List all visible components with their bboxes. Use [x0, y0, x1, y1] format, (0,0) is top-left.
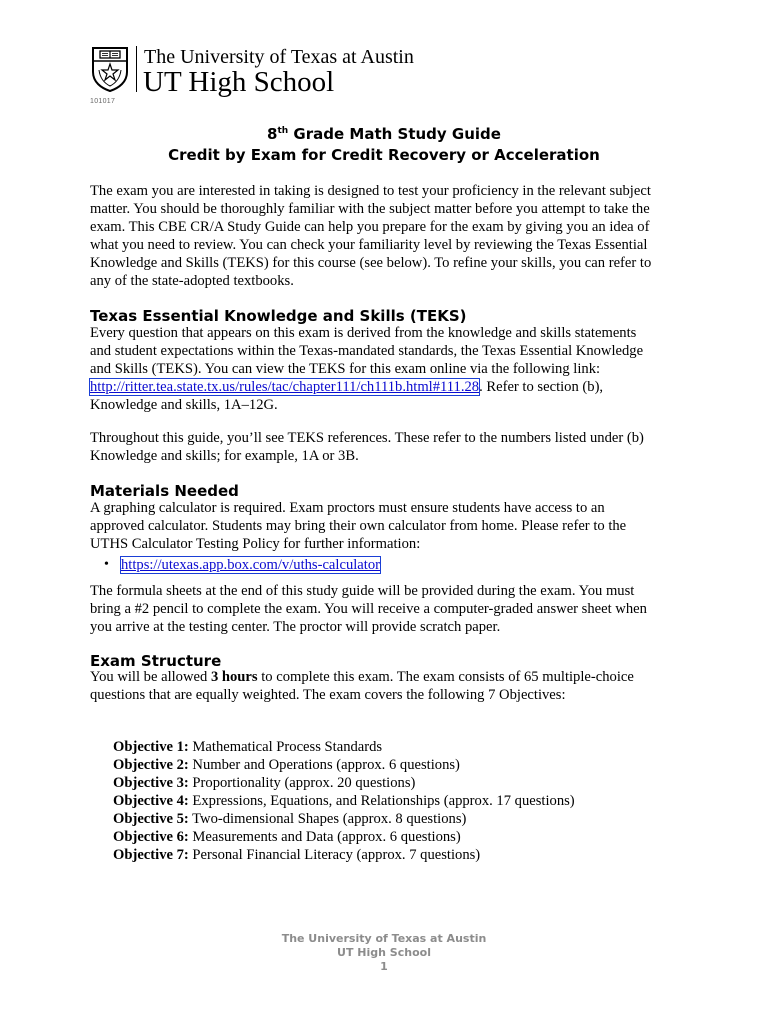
objective-label: Objective 3:: [113, 775, 189, 791]
structure-line2: questions that are equally weighted. The exam covers the following 7 Objectives:: [90, 687, 566, 703]
school-name: UT High School: [143, 66, 335, 98]
materials-paragraph: [90, 499, 680, 553]
list-item: [113, 738, 673, 756]
page-title: [0, 124, 768, 144]
list-item: [113, 792, 673, 810]
calculator-policy-item: [121, 556, 380, 574]
formula-line: The formula sheets at the end of this study guide will be provided during the exam. You must: [90, 583, 635, 599]
list-item: [113, 774, 673, 792]
university-name: The University of Texas at Austin: [144, 46, 414, 68]
list-item: [113, 810, 673, 828]
intro-line: The exam you are interested in taking is designed to test your proficiency in the relevant subject: [90, 183, 651, 199]
teks-line: and student expectations within the Texas-mandated standards, the Texas Essential Knowledge: [90, 343, 644, 359]
teks-ref-line: Throughout this guide, you’ll see TEKS references. These refer to the numbers listed under (b): [90, 430, 644, 446]
intro-line: exam. This CBE CR/A Study Guide can help you prepare for the exam by giving you an idea of: [90, 219, 650, 235]
objective-label: Objective 6:: [113, 829, 189, 845]
teks-paragraph: [90, 324, 680, 414]
objective-text: Proportionality (approx. 20 questions): [188, 775, 416, 791]
teks-link[interactable]: http://ritter.tea.state.tx.us/rules/tac/chapter111/ch111b.html#111.28: [90, 379, 480, 395]
formula-line: you arrive at the testing center. The proctor will provide scratch paper.: [90, 619, 501, 635]
exam-structure-paragraph: [90, 668, 680, 704]
materials-line: approved calculator. Students may bring their own calculator from home. Please refer to the: [90, 518, 627, 534]
intro-line: what you need to review. You can check your familiarity level by reviewing the Texas Essential: [90, 237, 648, 253]
exam-duration: 3 hours: [210, 669, 258, 685]
objective-label: Objective 5:: [113, 811, 189, 827]
logo-code: 101017: [90, 98, 116, 105]
formula-line: bring a #2 pencil to complete the exam. You will receive a computer-graded answer sheet when: [90, 601, 647, 617]
bullet-marker: •: [104, 557, 109, 572]
intro-paragraph: [90, 182, 680, 290]
objective-text: Two-dimensional Shapes (approx. 8 questions): [188, 811, 467, 827]
list-item: [113, 828, 673, 846]
ut-shield-icon: [91, 46, 129, 92]
footer-school: UT High School: [337, 946, 431, 959]
objective-label: Objective 4:: [113, 793, 189, 809]
teks-ref-line: Knowledge and skills; for example, 1A or 3B.: [90, 448, 359, 464]
exam-structure-heading: Exam Structure: [90, 652, 222, 670]
intro-line: any of the state-adopted textbooks.: [90, 273, 294, 289]
intro-line: matter. You should be thoroughly familiar with the subject matter before you attempt to take the: [90, 201, 650, 217]
objective-text: Expressions, Equations, and Relationships (approx. 17 questions): [188, 793, 575, 809]
page-subtitle: Credit by Exam for Credit Recovery or Acceleration: [168, 146, 600, 164]
list-item: [113, 756, 673, 774]
objective-label: Objective 2:: [113, 757, 189, 773]
objective-text: Measurements and Data (approx. 6 questions): [188, 829, 461, 845]
objective-text: Number and Operations (approx. 6 questions): [188, 757, 460, 773]
teks-heading: Texas Essential Knowledge and Skills (TEKS): [90, 307, 467, 325]
objectives-list: [113, 738, 673, 864]
objective-text: Personal Financial Literacy (approx. 7 questions): [188, 847, 481, 863]
intro-line: Knowledge and Skills (TEKS) for this course (see below). To refine your skills, you can refer to: [90, 255, 652, 271]
teks-line: Every question that appears on this exam is derived from the knowledge and skills statements: [90, 325, 637, 341]
footer-university: The University of Texas at Austin: [281, 932, 487, 945]
structure-line1-pre: You will be allowed: [90, 669, 211, 685]
objective-text: Mathematical Process Standards: [188, 739, 383, 755]
teks-line: Knowledge and skills, 1A–12G.: [90, 397, 278, 413]
objective-label: Objective 7:: [113, 847, 189, 863]
logo-divider: [136, 46, 137, 92]
grade-suffix: th: [277, 126, 289, 136]
ut-logo: [88, 44, 768, 114]
teks-after-link: . Refer to section (b),: [479, 379, 604, 395]
structure-line1-post: to complete this exam. The exam consists of 65 multiple-choice: [257, 669, 634, 685]
page-number: 1: [380, 960, 388, 973]
title-rest: Grade Math Study Guide: [288, 125, 501, 143]
grade-number: 8: [267, 125, 278, 143]
materials-line: A graphing calculator is required. Exam proctors must ensure students have access to an: [90, 500, 605, 516]
materials-line: UTHS Calculator Testing Policy for further information:: [90, 536, 421, 552]
objective-label: Objective 1:: [113, 739, 189, 755]
teks-line: and Skills (TEKS). You can view the TEKS for this exam online via the following link:: [90, 361, 601, 377]
materials-heading: Materials Needed: [90, 482, 239, 500]
calculator-policy-link[interactable]: https://utexas.app.box.com/v/uths-calculator: [121, 557, 380, 573]
formula-sheets-paragraph: [90, 582, 680, 636]
list-item: [113, 846, 673, 864]
teks-references-paragraph: [90, 429, 680, 465]
